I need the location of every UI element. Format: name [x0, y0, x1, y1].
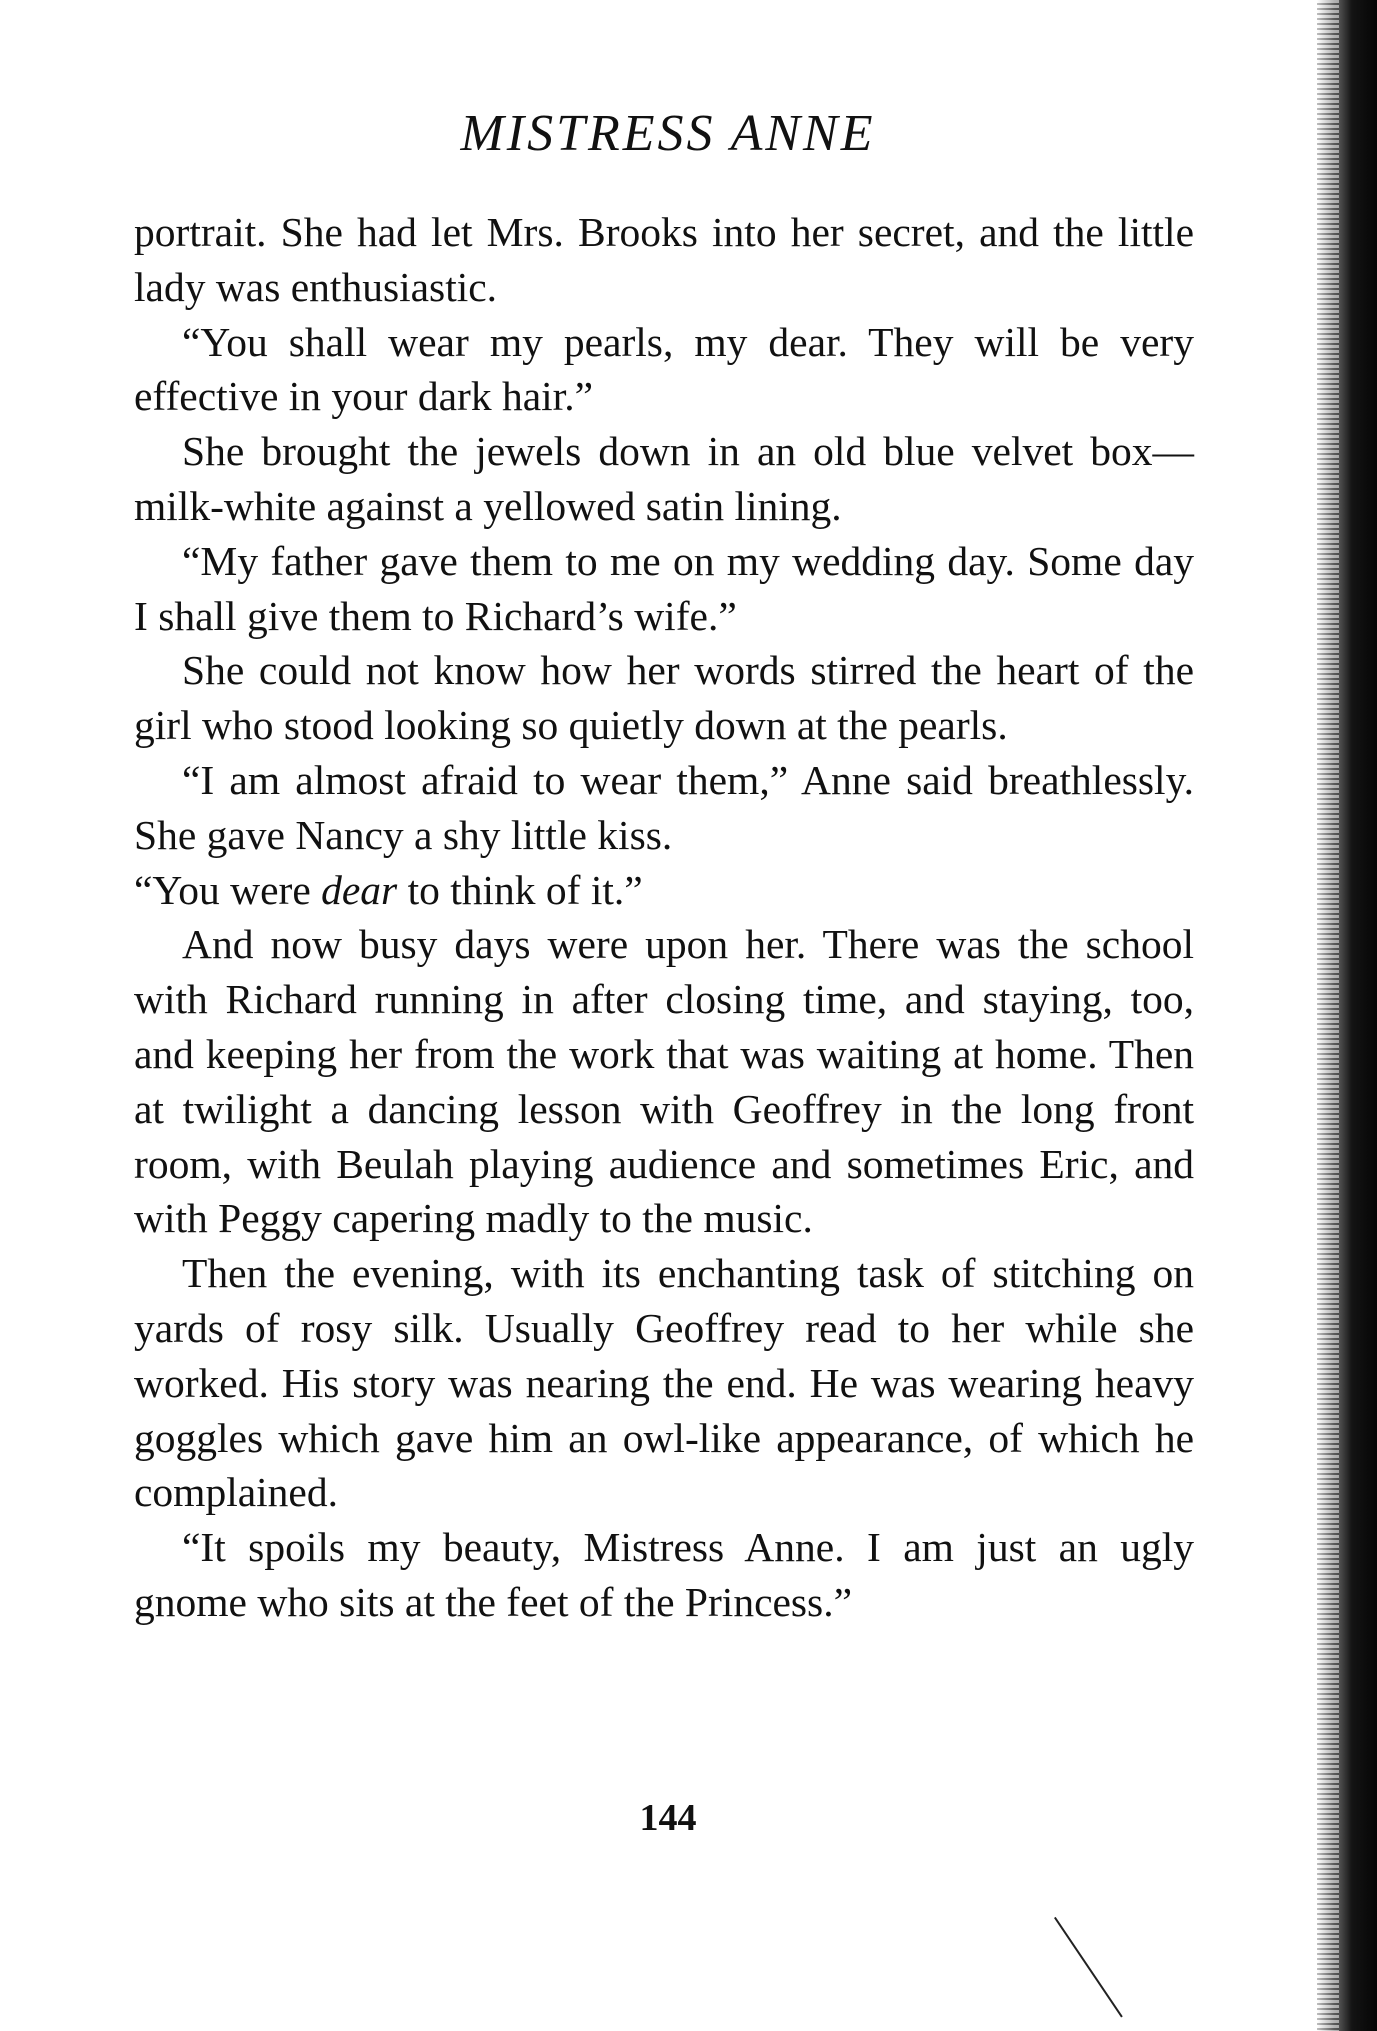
binding-shadow [1317, 0, 1377, 2031]
paragraph-3: She brought the jewels down in an old blue velvet box—milk-white against a yellowed satin lining. [134, 428, 1194, 529]
paragraph-9: “It spoils my beauty, Mistress Anne. I am just an ugly gnome who sits at the feet of the Princess.” [134, 1524, 1194, 1625]
paragraph-6-quote-end: to think of it.” [407, 866, 643, 913]
body-text [134, 205, 1194, 1630]
paragraph-4: “My father gave them to me on my wedding day. Some day I shall give them to Richard’s wife.” [134, 537, 1194, 639]
italic-word-dear: dear [321, 866, 398, 913]
page-number: 144 [639, 1797, 697, 1839]
paragraph-5: She could not know how her words stirred the heart of the girl who stood looking so quietly down at the pearls. [134, 647, 1194, 749]
paragraph-1: portrait. She had let Mrs. Brooks into her secret, and the little lady was enthusiastic. [134, 209, 1194, 310]
running-head: MISTRESS ANNE [460, 105, 876, 162]
paragraph-6-quote-start: “You were [134, 866, 311, 913]
paragraph-8: Then the evening, with its enchanting task of stitching on yards of rosy silk. Usually Geoffrey read to her while she worked. His story was nearing the end. He was wearing heavy goggles which gave him an owl-like appearance, of which he complained. [134, 1250, 1194, 1516]
paragraph-6-text: “I am almost afraid to wear them,” Anne said breathlessly. She gave Nancy a shy little kiss. [134, 756, 1194, 858]
paragraph-7: And now busy days were upon her. There was the school with Richard running in after closing time, and staying, too, and keeping her from the work that was waiting at home. Then at twilight a dancing lesson with Geoffrey in the long front room, with Beulah playing audience and sometimes Eric, and with Peggy capering madly to the music. [134, 921, 1194, 1242]
scan-mark [1054, 1917, 1123, 2018]
paragraph-2: “You shall wear my pearls, my dear. They will be very effective in your dark hair.” [134, 318, 1194, 420]
paragraph-6 [134, 753, 1194, 917]
